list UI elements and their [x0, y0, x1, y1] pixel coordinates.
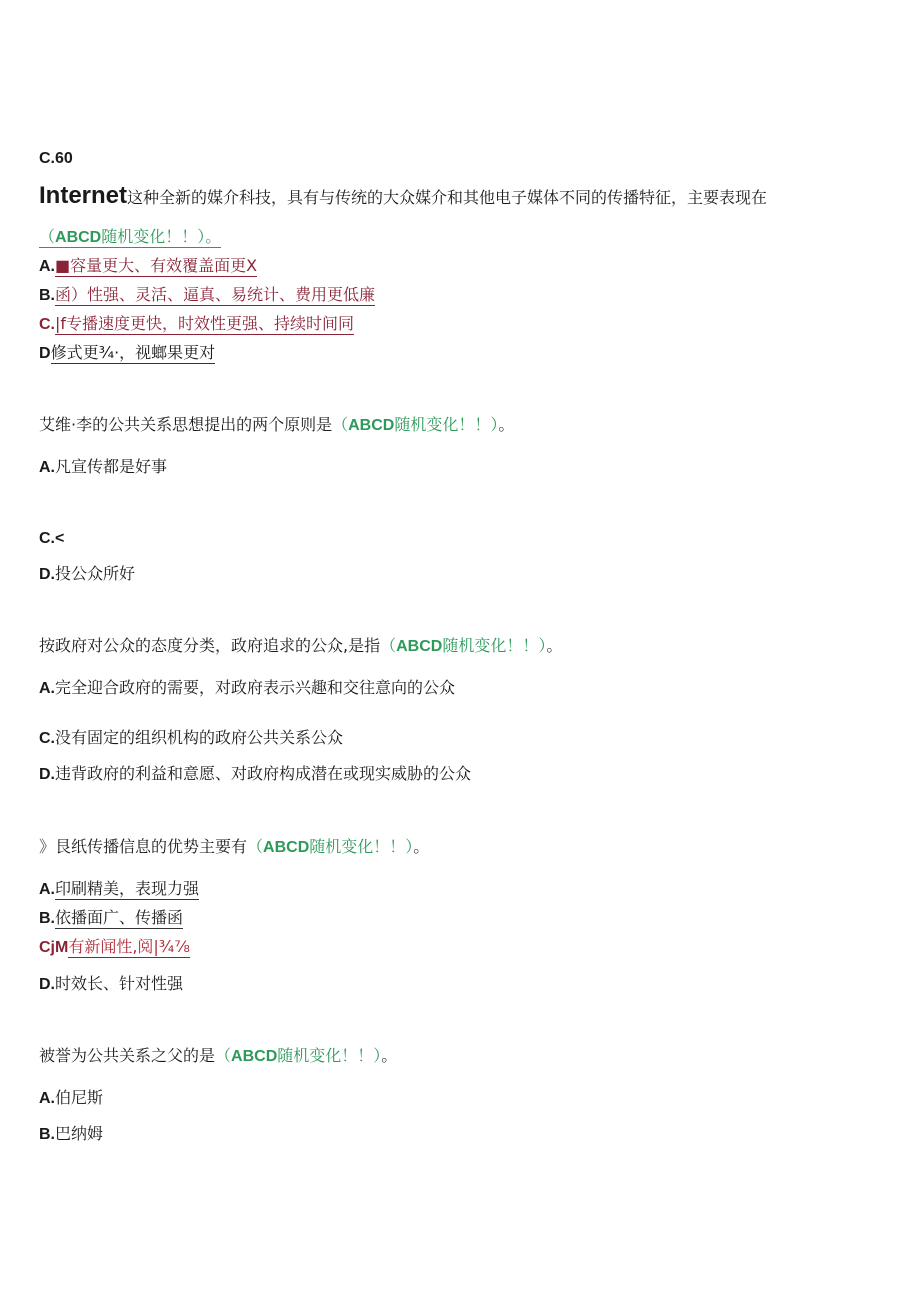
option-text: ■容量更大、有效覆盖面更X: [55, 256, 258, 275]
option-label: D: [39, 345, 51, 362]
option-label: B.: [39, 287, 55, 304]
option-label: CjM: [39, 939, 69, 956]
stem-text: 》艮纸传播信息的优势主要有: [39, 837, 248, 856]
option-d-q4: [39, 974, 183, 995]
option-c-q3: [39, 728, 343, 749]
option-label: D.: [39, 766, 55, 783]
option-label: B.: [39, 1126, 55, 1143]
option-text: 依播面广、传播函: [55, 908, 184, 927]
answer-tag: （ABCD随机变化！！）: [215, 1046, 382, 1065]
option-label: C.: [39, 530, 55, 547]
option-c-q1: [39, 314, 354, 335]
option-a-q1: [39, 256, 257, 277]
option-text: 巴纳姆: [55, 1124, 104, 1143]
option-label: A.: [39, 258, 55, 275]
option-b-q5: [39, 1124, 103, 1145]
option-label: C.: [39, 150, 55, 167]
option-text: 印刷精美，表现力强: [55, 879, 200, 898]
option-label: A.: [39, 680, 55, 697]
option-text: 没有固定的组织机构的政府公共关系公众: [55, 728, 344, 747]
option-c-q0: [39, 148, 73, 169]
option-text: 时效长、针对性强: [55, 974, 184, 993]
option-a-q2: [39, 457, 167, 478]
question-stem-q1: [39, 182, 767, 212]
option-b-q4: [39, 908, 183, 929]
answer-tag: （ABCD随机变化！！）: [380, 636, 547, 655]
option-text: 违背政府的利益和意愿、对政府构成潜在或现实威胁的公众: [55, 764, 472, 783]
question-stem-q2: 艾维·李的公共关系思想提出的两个原则是（ABCD随机变化！！）。: [39, 415, 515, 434]
option-label: A.: [39, 1090, 55, 1107]
option-text: |f专播速度更快，时效性更强、持续时间同: [55, 314, 355, 333]
option-text: 函）性强、灵活、逼真、易统计、费用更低廉: [55, 285, 376, 304]
option-label: D.: [39, 976, 55, 993]
answer-tag-q1: [39, 227, 221, 248]
stem-text: 这种全新的媒介科技，具有与传统的大众媒介和其他电子媒体不同的传播特征，主要表现在: [127, 188, 768, 207]
option-text: 凡宣传都是好事: [55, 457, 168, 476]
option-c-q2: [39, 528, 64, 549]
option-label: A.: [39, 459, 55, 476]
option-text: 完全迎合政府的需要，对政府表示兴趣和交往意向的公众: [55, 678, 456, 697]
option-label: D.: [39, 566, 55, 583]
option-label: C.: [39, 316, 55, 333]
option-a-q5: [39, 1088, 103, 1109]
question-stem-q3: 按政府对公众的态度分类，政府追求的公众,是指（ABCD随机变化！！）。: [39, 636, 563, 655]
answer-tag: （ABCD随机变化！！）: [247, 837, 414, 856]
option-label: B.: [39, 910, 55, 927]
stem-text: 艾维·李的公共关系思想提出的两个原则是: [39, 415, 333, 434]
option-text: <: [55, 530, 65, 547]
option-a-q4: [39, 879, 199, 900]
option-text: 有新闻性,阅|¾⅞: [68, 937, 190, 956]
question-stem-q4: 》艮纸传播信息的优势主要有（ABCD随机变化！！）。: [39, 837, 430, 856]
option-label: A.: [39, 881, 55, 898]
internet-word: Internet: [39, 182, 128, 209]
answer-tag: （ABCD随机变化！！）: [332, 415, 499, 434]
option-text: 修式更¾·，视螂果更对: [50, 343, 216, 362]
option-text: 60: [55, 150, 73, 167]
answer-tag: （ABCD随机变化！！）。: [39, 227, 222, 246]
option-c-q4: [39, 937, 190, 958]
option-d-q2: [39, 564, 135, 585]
option-d-q1: [39, 343, 215, 364]
option-text: 伯尼斯: [55, 1088, 104, 1107]
question-stem-q5: 被誉为公共关系之父的是（ABCD随机变化！！）。: [39, 1046, 398, 1065]
option-text: 投公众所好: [55, 564, 136, 583]
stem-text: 被誉为公共关系之父的是: [39, 1046, 216, 1065]
option-b-q1: [39, 285, 375, 306]
option-a-q3: [39, 678, 455, 699]
option-d-q3: [39, 764, 471, 785]
stem-text: 按政府对公众的态度分类，政府追求的公众,是指: [39, 636, 381, 655]
option-label: C.: [39, 730, 55, 747]
